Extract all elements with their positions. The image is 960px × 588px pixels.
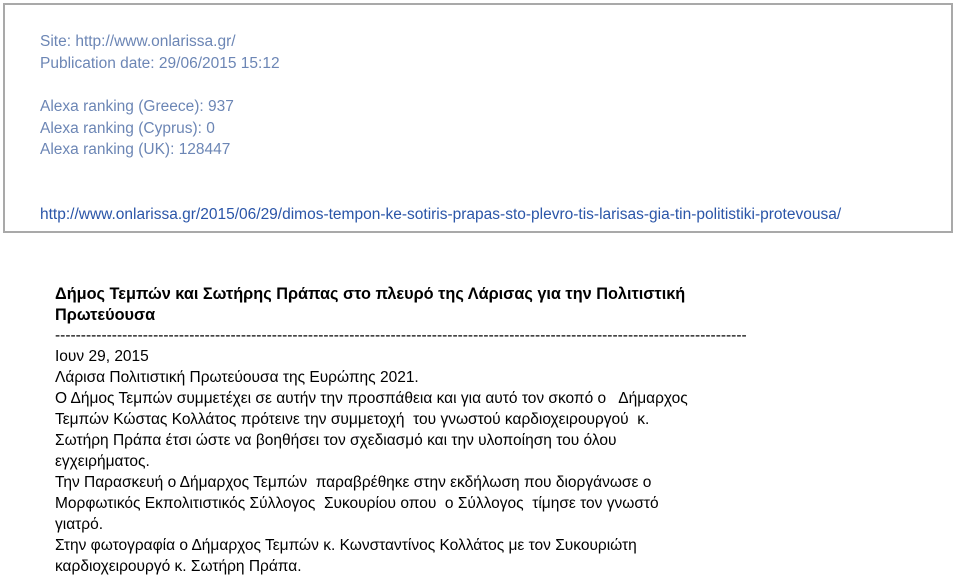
article-line-9: Στην φωτογραφία ο Δήμαρχος Τεμπών κ. Κωνσταντίνος Κολλάτος με τον Συκουριώτη <box>55 537 637 554</box>
source-info-box <box>3 3 953 233</box>
article-title-line-2: Πρωτεύουσα <box>55 306 156 324</box>
article-title-line-1: Δήμος Τεμπών και Σωτήρης Πράπας στο πλευρό της Λάρισας για την Πολιτιστική <box>55 285 686 303</box>
article-line-3: Τεμπών Κώστας Κολλάτος πρότεινε την συμμετοχή του γνωστού καρδιοχειρουργού κ. <box>55 411 650 428</box>
article-line-6: Την Παρασκευή ο Δήμαρχος Τεμπών παραβρέθηκε στην εκδήλωση που διοργάνωσε ο <box>55 474 652 491</box>
publication-date-line: Publication date: 29/06/2015 15:12 <box>40 55 280 72</box>
article-line-2: Ο Δήμος Τεμπών συμμετέχει σε αυτήν την προσπάθεια και για αυτό τον σκοπό ο Δήμαρχος <box>55 390 688 407</box>
article-line-5: εγχειρήματος. <box>55 453 150 470</box>
article-line-4: Σωτήρη Πράπα έτσι ώστε να βοηθήσει τον σχεδιασμό και την υλοποίηση του όλου <box>55 432 617 449</box>
alexa-cyprus-line: Alexa ranking (Cyprus): 0 <box>40 120 215 137</box>
article-line-10: καρδιοχειρουργό κ. Σωτήρη Πράπα. <box>55 558 302 575</box>
alexa-greece-line: Alexa ranking (Greece): 937 <box>40 98 234 115</box>
separator-line: -------------------------------------------------------------------------------------------------------------------------------------- <box>55 327 747 344</box>
article-line-1: Λάρισα Πολιτιστική Πρωτεύουσα της Ευρώπης 2021. <box>55 369 419 386</box>
alexa-uk-line: Alexa ranking (UK): 128447 <box>40 141 231 158</box>
article-line-7: Μορφωτικός Εκπολιτιστικός Σύλλογος Συκουρίου οπου ο Σύλλογος τίμησε τον γνωστό <box>55 495 659 512</box>
article-body <box>55 284 935 577</box>
article-date: Ιουν 29, 2015 <box>55 348 149 365</box>
article-url-link[interactable]: http://www.onlarissa.gr/2015/06/29/dimos-tempon-ke-sotiris-prapas-sto-plevro-tis-larisas-gia-tin-politistiki-protevousa/ <box>40 206 842 223</box>
site-line: Site: http://www.onlarissa.gr/ <box>40 33 236 50</box>
article-line-8: γιατρό. <box>55 516 104 533</box>
